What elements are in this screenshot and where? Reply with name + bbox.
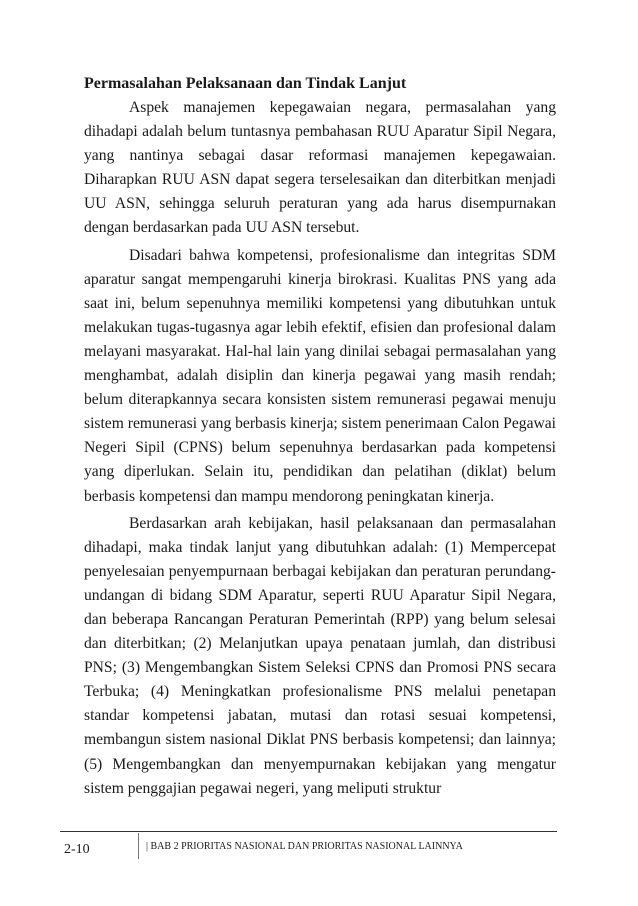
paragraph-1: Aspek manajemen kepegawaian negara, permasalahan yang dihadapi adalah belum tuntasnya pembahasan RUU Aparatur Sipil Negara, yang nantinya sebagai dasar reformasi manajemen kepegawaian. Diharapkan RUU ASN dapat segera terselesaikan dan diterbitkan menjadi UU ASN, sehingga seluruh peraturan yang ada harus disempurnakan dengan berdasarkan pada UU ASN tersebut. [84, 99, 556, 237]
chapter-title: | BAB 2 PRIORITAS NASIONAL DAN PRIORITAS NASIONAL LAINNYA [146, 841, 463, 852]
paragraph-3: Berdasarkan arah kebijakan, hasil pelaksanaan dan permasalahan dihadapi, maka tindak lanjut yang dibutuhkan adalah: (1) Mempercepat penyelesaian penyempurnaan berbagai kebijakan dan peraturan perundang-undangan di bidang SDM Aparatur, seperti RUU Aparatur Sipil Negara, dan beberapa Rancangan Peraturan Pemerintah (RPP) yang belum selesai dan diterbitkan; (2) Melanjutkan upaya penataan jumlah, dan distribusi PNS; (3) Mengembangkan Sistem Seleksi CPNS dan Promosi PNS secara Terbuka; (4) Meningkatkan profesionalisme PNS melalui penetapan standar kompetensi jabatan, mutasi dan rotasi sesuai kompetensi, membangun sistem nasional Diklat PNS berbasis kompetensi; dan lainnya; (5) Mengembangkan dan menyempurnakan kebijakan yang mengatur sistem penggajian pegawai negeri, yang meliputi struktur [84, 514, 556, 797]
section-heading: Permasalahan Pelaksanaan dan Tindak Lanjut [84, 75, 407, 92]
footer-separator [138, 833, 139, 859]
page-number: 2-10 [64, 842, 90, 857]
footer-rule [60, 831, 557, 832]
paragraph-2: Disadari bahwa kompetensi, profesionalisme dan integritas SDM aparatur sangat mempengaruhi kinerja birokrasi. Kualitas PNS yang ada saat ini, belum sepenuhnya memiliki kompetensi yang dibutuhkan untuk melakukan tugas-tugasnya agar lebih efektif, efisien dan profesional dalam melayani masyarakat. Hal-hal lain yang dinilai sebagai permasalahan yang menghambat, adalah disiplin dan kinerja pegawai yang masih rendah; belum diterapkannya secara konsisten sistem remunerasi pegawai menuju sistem remunerasi yang berbasis kinerja; sistem penerimaan Calon Pegawai Negeri Sipil (CPNS) belum sepenuhnya berdasarkan pada kompetensi yang diperlukan. Selain itu, pendidikan dan pelatihan (diklat) belum berbasis kompetensi dan mampu mendorong peningkatan kinerja. [84, 246, 557, 505]
document-body [84, 70, 556, 804]
